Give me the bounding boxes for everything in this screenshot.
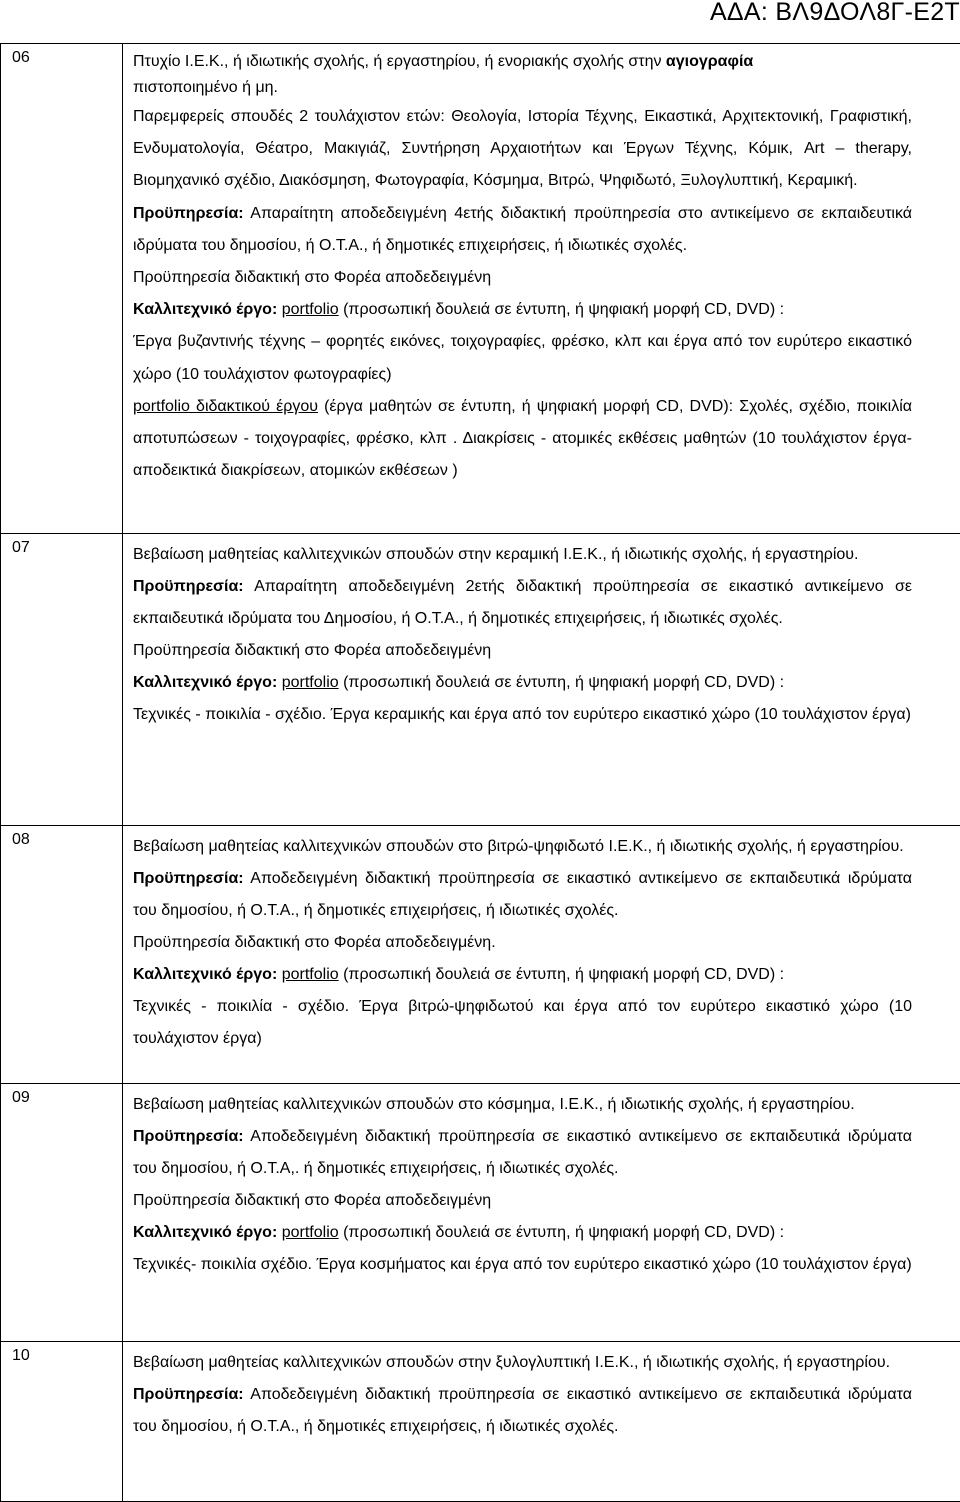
table-row — [1, 44, 960, 534]
experience-at-body: Προϋπηρεσία διδακτική στο Φορέα αποδεδειγμένη — [133, 635, 912, 667]
certificate-line: Βεβαίωση μαθητείας καλλιτεχνικών σπουδών στο κόσμημα, Ι.Ε.Κ., ή ιδιωτικής σχολής, ή εργαστηρίου. — [133, 1089, 912, 1121]
artwork-requirement: Καλλιτεχνικό έργο: portfolio (προσωπική δουλειά σε έντυπη, ή ψηφιακή μορφή CD, DVD) : — [133, 294, 912, 326]
artwork-requirement: Καλλιτεχνικό έργο: portfolio (προσωπική δουλειά σε έντυπη, ή ψηφιακή μορφή CD, DVD) : — [133, 667, 912, 699]
teaching-portfolio: portfolio διδακτικού έργου (έργα μαθητών σε έντυπη, ή ψηφιακή μορφή CD, DVD): Σχολές, σχέδιο, ποικιλία αποτυπώσεων - τοιχογραφίες, φρέσκο, κλπ . Διακρίσεις - ατομικές εκθέσεις μαθητών (10 τουλάχιστον έργα- αποδεικτικά διακρίσεων, ατομικών εκθέσεων ) — [133, 391, 912, 488]
row-content — [123, 534, 960, 826]
experience-requirement: Προϋπηρεσία: Αποδεδειγμένη διδακτική προϋπηρεσία σε εικαστικό αντικείμενο σε εκπαιδευτικά ιδρύματα του δημοσίου, ή Ο.Τ.Α., ή δημοτικές επιχειρήσεις, ή ιδιωτικές σχολές. — [133, 1379, 912, 1443]
artwork-details: Τεχνικές- ποικιλία σχέδιο. Έργα κοσμήματος και έργα από τον ευρύτερο εικαστικό χώρο (10 τουλάχιστον έργα) — [133, 1249, 912, 1281]
experience-at-body: Προϋπηρεσία διδακτική στο Φορέα αποδεδειγμένη. — [133, 927, 912, 959]
row-content — [123, 1084, 960, 1342]
certificate-line: Βεβαίωση μαθητείας καλλιτεχνικών σπουδών στην ξυλογλυπτική Ι.Ε.Κ., ή ιδιωτικής σχολής, ή εργαστηρίου. — [133, 1347, 912, 1379]
row-number: 09 — [1, 1084, 123, 1342]
ada-code: ΑΔΑ: ΒΛ9ΔΟΛ8Γ-Ε2Τ — [660, 0, 960, 25]
experience-requirement: Προϋπηρεσία: Αποδεδειγμένη διδακτική προϋπηρεσία σε εικαστικό αντικείμενο σε εκπαιδευτικά ιδρύματα του δημοσίου, ή Ο.Τ.Α,. ή δημοτικές επιχειρήσεις, ή ιδιωτικές σχολές. — [133, 1121, 912, 1185]
experience-requirement: Προϋπηρεσία: Αποδεδειγμένη διδακτική προϋπηρεσία σε εικαστικό αντικείμενο σε εκπαιδευτικά ιδρύματα του δημοσίου, ή Ο.Τ.Α., ή δημοτικές επιχειρήσεις, ή ιδιωτικές σχολές. — [133, 863, 912, 927]
row-content — [123, 1342, 960, 1502]
artwork-details: Τεχνικές - ποικιλία - σχέδιο. Έργα βιτρώ-ψηφιδωτού και έργα από τον ευρύτερο εικαστικό χώρο (10 τουλάχιστον έργα) — [133, 991, 912, 1055]
certificate-line: Βεβαίωση μαθητείας καλλιτεχνικών σπουδών στο βιτρώ-ψηφιδωτό Ι.Ε.Κ., ή ιδιωτικής σχολής, ή εργαστηρίου. — [133, 831, 912, 863]
table-row — [1, 1084, 960, 1342]
row-content — [123, 826, 960, 1084]
experience-at-body: Προϋπηρεσία διδακτική στο Φορέα αποδεδειγμένη — [133, 262, 912, 294]
experience-requirement: Προϋπηρεσία: Απαραίτητη αποδεδειγμένη 4ετής διδακτική προϋπηρεσία στο αντικείμενο σε εκπαιδευτικά ιδρύματα του δημοσίου, ή Ο.Τ.Α., ή δημοτικές επιχειρήσεις, ή ιδιωτικές σχολές. — [133, 198, 912, 262]
table-row — [1, 534, 960, 826]
degree-line: Πτυχίο Ι.Ε.Κ., ή ιδιωτικής σχολής, ή εργαστηρίου, ή ενοριακής σχολής στην αγιογραφία — [133, 49, 912, 75]
artwork-requirement: Καλλιτεχνικό έργο: portfolio (προσωπική δουλειά σε έντυπη, ή ψηφιακή μορφή CD, DVD) : — [133, 1217, 912, 1249]
artwork-details: Έργα βυζαντινής τέχνης – φορητές εικόνες, τοιχογραφίες, φρέσκο, κλπ και έργα από τον ευρύτερο εικαστικό χώρο (10 τουλάχιστον φωτογραφίες) — [133, 326, 912, 390]
qualifications-table — [0, 43, 960, 1502]
experience-at-body: Προϋπηρεσία διδακτική στο Φορέα αποδεδειγμένη — [133, 1185, 912, 1217]
table-row — [1, 1342, 960, 1502]
table-row — [1, 826, 960, 1084]
experience-requirement: Προϋπηρεσία: Απαραίτητη αποδεδειγμένη 2ετής διδακτική προϋπηρεσία σε εικαστικό αντικείμενο σε εκπαιδευτικά ιδρύματα του Δημοσίου, ή Ο.Τ.Α., ή δημοτικές επιχειρήσεις, ή ιδιωτικές σχολές. — [133, 571, 912, 635]
certified-line: πιστοποιημένο ή μη. — [133, 75, 912, 101]
related-studies: Παρεμφερείς σπουδές 2 τουλάχιστον ετών: Θεολογία, Ιστορία Τέχνης, Εικαστικά, Αρχιτεκτονική, Γραφιστική, Ενδυματολογία, Θέατρο, Μακιγιάζ, Συντήρηση Αρχαιοτήτων και Έργων Τέχνης, Κόμικ, Art – therapy, Βιομηχανικό σχέδιο, Διακόσμηση, Φωτογραφία, Κόσμημα, Βιτρώ, Ψηφιδωτό, Ξυλογλυπτική, Κεραμική. — [133, 101, 912, 198]
row-number: 07 — [1, 534, 123, 826]
artwork-details: Τεχνικές - ποικιλία - σχέδιο. Έργα κεραμικής και έργα από τον ευρύτερο εικαστικό χώρο (10 τουλάχιστον έργα) — [133, 699, 912, 731]
row-number: 06 — [1, 44, 123, 534]
row-number: 08 — [1, 826, 123, 1084]
certificate-line: Βεβαίωση μαθητείας καλλιτεχνικών σπουδών στην κεραμική Ι.Ε.Κ., ή ιδιωτικής σχολής, ή εργαστηρίου. — [133, 539, 912, 571]
row-number: 10 — [1, 1342, 123, 1502]
row-content — [123, 44, 960, 534]
artwork-requirement: Καλλιτεχνικό έργο: portfolio (προσωπική δουλειά σε έντυπη, ή ψηφιακή μορφή CD, DVD) : — [133, 959, 912, 991]
